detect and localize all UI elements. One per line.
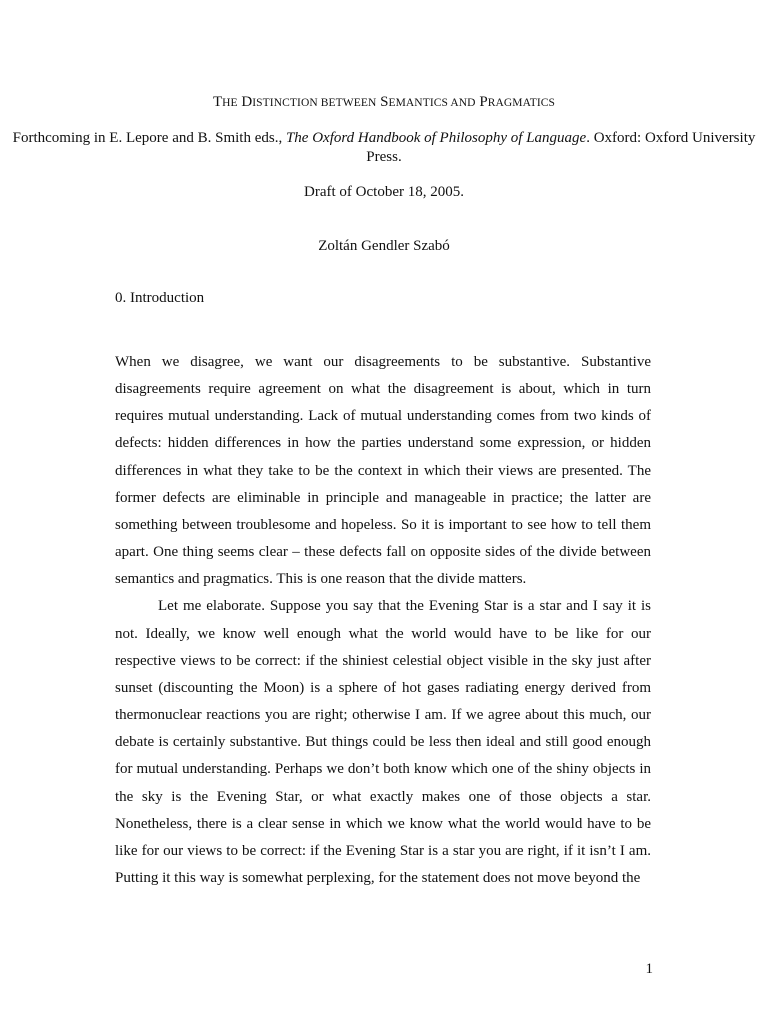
body-text [115,349,651,892]
paragraph-2: Let me elaborate. Suppose you say that the Evening Star is a star and I say it is not. Ideally, we know well enough what the world would have to be like for our respective views to be correct: if the shiniest celestial object visible in the sky just after sunset (discounting the Moon) is a sphere of hot gases radiating energy derived from thermonuclear reactions you are right; otherwise I am. If we agree about this much, our debate is certainly substantive. But things could be less then ideal and still good enough for mutual understanding. Perhaps we don’t both know which one of the shiny objects in the sky is the Evening Star, or what exactly makes one of those objects a star. Nonetheless, there is a clear sense in which we know what the world would have to be like for our views to be correct: if the Evening Star is a star you are right, if it isn’t I am. Putting it this way is somewhat perplexing, for the statement does not move beyond the [115,598,651,886]
page-number: 1 [645,961,653,977]
title-cap-s: S [380,94,389,110]
paper-title [0,93,768,113]
title-rest-the: HE [222,97,238,109]
title-rest-pragmatics: RAGMATICS [487,97,556,109]
publication-suffix: . Oxford: Oxford University Press. [366,130,756,165]
paragraph-1: When we disagree, we want our disagreements to be substantive. Substantive disagreements require agreement on what the disagreement is about, which in turn requires mutual understanding. Lack of mutual understanding comes from two kinds of defects: hidden differences in how the parties understand some expression, or hidden differences in what they take to be the context in which their views are presented. The former defects are eliminable in principle and manageable in practice; the latter are something between troublesome and hopeless. So it is important to see how to tell them apart. One thing seems clear – these defects fall on opposite sides of the divide between semantics and pragmatics. This is one reason that the divide matters. [115,354,651,588]
title-rest-distinction: ISTINCTION BETWEEN [252,97,377,109]
title-cap-p: P [479,94,488,110]
title-cap-t: T [212,94,223,110]
draft-date: Draft of October 18, 2005. [304,184,464,200]
author-name: Zoltán Gendler Szabó [318,238,450,254]
publication-prefix: Forthcoming in E. Lepore and B. Smith eds., [12,130,283,146]
title-cap-d: D [241,94,253,110]
publication-book-title: The Oxford Handbook of Philosophy of Language [285,130,587,146]
section-heading: 0. Introduction [115,290,205,306]
publication-info [0,129,768,167]
title-rest-semantics: EMANTICS AND [388,97,476,109]
